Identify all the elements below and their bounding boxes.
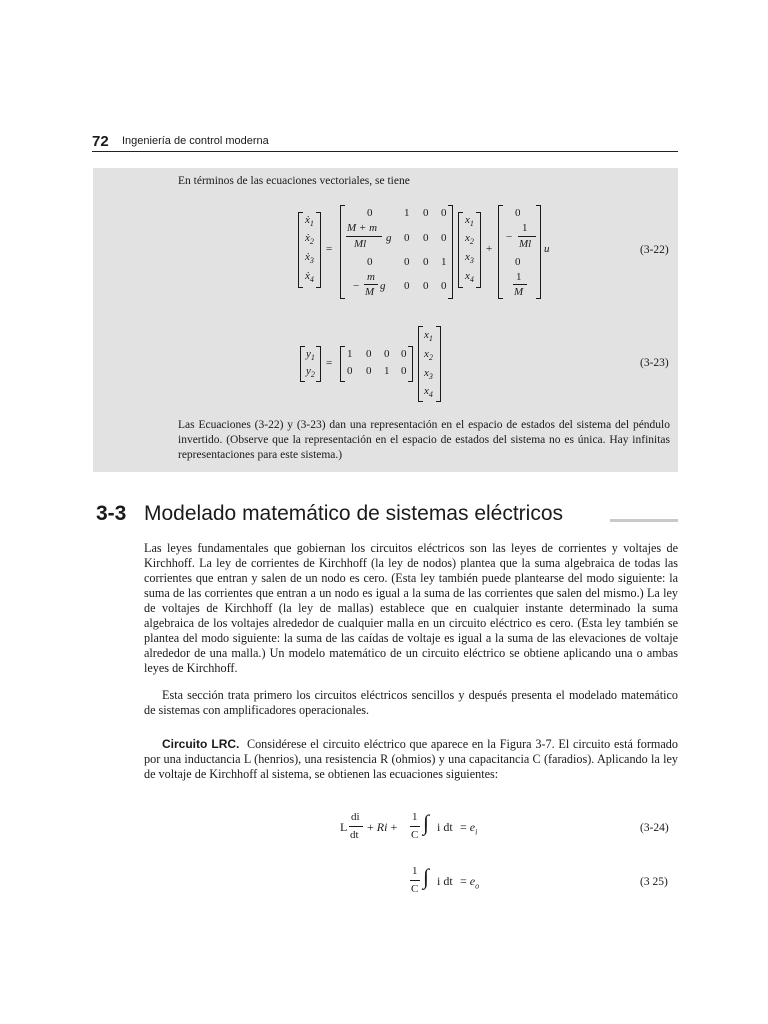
section-title: Modelado matemático de sistemas eléctricos bbox=[144, 502, 564, 525]
equation-number: (3-23) bbox=[640, 357, 669, 369]
page-number: 72 bbox=[92, 133, 109, 150]
box-intro-text: En términos de las ecuaciones vectoriales, se tiene bbox=[178, 175, 410, 187]
bracket bbox=[408, 346, 413, 382]
bracket bbox=[448, 205, 453, 299]
running-head: Ingeniería de control moderna bbox=[122, 135, 269, 147]
bracket bbox=[298, 212, 303, 288]
paragraph-section-overview: Esta sección trata primero los circuitos eléctricos sencillos y después presenta el modelado matemático de sistemas con amplificadores operacionales. bbox=[144, 688, 678, 717]
bracket bbox=[340, 346, 345, 382]
bracket bbox=[418, 326, 423, 402]
box-closing-text: Las Ecuaciones (3-22) y (3-23) dan una representación en el espacio de estados del sistema del péndulo invertido. (Observe que la representación en el espacio de estados del sistema no es única. Hay infinitas representaciones para este sistema.) bbox=[178, 419, 670, 461]
bracket bbox=[340, 205, 345, 299]
paragraph-kirchhoff-laws: Las leyes fundamentales que gobiernan los circuitos eléctricos son las leyes de corrientes y voltajes de Kirchhoff. La ley de corrientes de Kirchhoff (la ley de nodos) plantea que la suma algebraica de todas las corrientes que entran y salen de un nodo es cero. (Esta ley también puede plantearse del modo siguiente: la suma de las corrientes que entran a un nodo es igual a la suma de las corrientes que salen del mismo.) La ley de voltajes de Kirchhoff (la ley de mallas) establece que en cualquier instante determinado la suma algebraica de los voltajes alrededor de cualquier malla en un circuito eléctrico es cero. (Esta ley también se plantea del modo siguiente: la suma de las caídas de voltaje es igual a la suma de las elevaciones de voltaje alrededor de una malla.) Un modelo matemático de un circuito eléctrico se obtiene aplicando una o ambas leyes de Kirchhoff. bbox=[144, 541, 678, 675]
bracket bbox=[316, 212, 321, 288]
bracket bbox=[300, 346, 305, 382]
bracket bbox=[458, 212, 463, 288]
bracket bbox=[436, 326, 441, 402]
paragraph-lrc-text: Considérese el circuito eléctrico que aparece en la Figura 3-7. El circuito está formado por una inductancia L (henrios), una resistencia R (ohmios) y una capacitancia C (faradios). Aplicando la ley de voltaje de Kirchhoff al sistema, se obtienen las ecuaciones siguientes: bbox=[144, 737, 678, 781]
bracket bbox=[316, 346, 321, 382]
header-rule bbox=[92, 151, 678, 152]
paragraph-lrc-circuit bbox=[144, 737, 678, 782]
bracket bbox=[476, 212, 481, 288]
bracket bbox=[498, 205, 503, 299]
equation-number: (3-24) bbox=[640, 822, 669, 834]
bracket bbox=[536, 205, 541, 299]
section-rule bbox=[610, 519, 678, 522]
equation-number: (3-22) bbox=[640, 244, 669, 256]
section-number: 3-3 bbox=[96, 502, 127, 525]
run-in-heading: Circuito LRC. bbox=[162, 737, 240, 751]
equation-number: (3 25) bbox=[640, 876, 668, 888]
